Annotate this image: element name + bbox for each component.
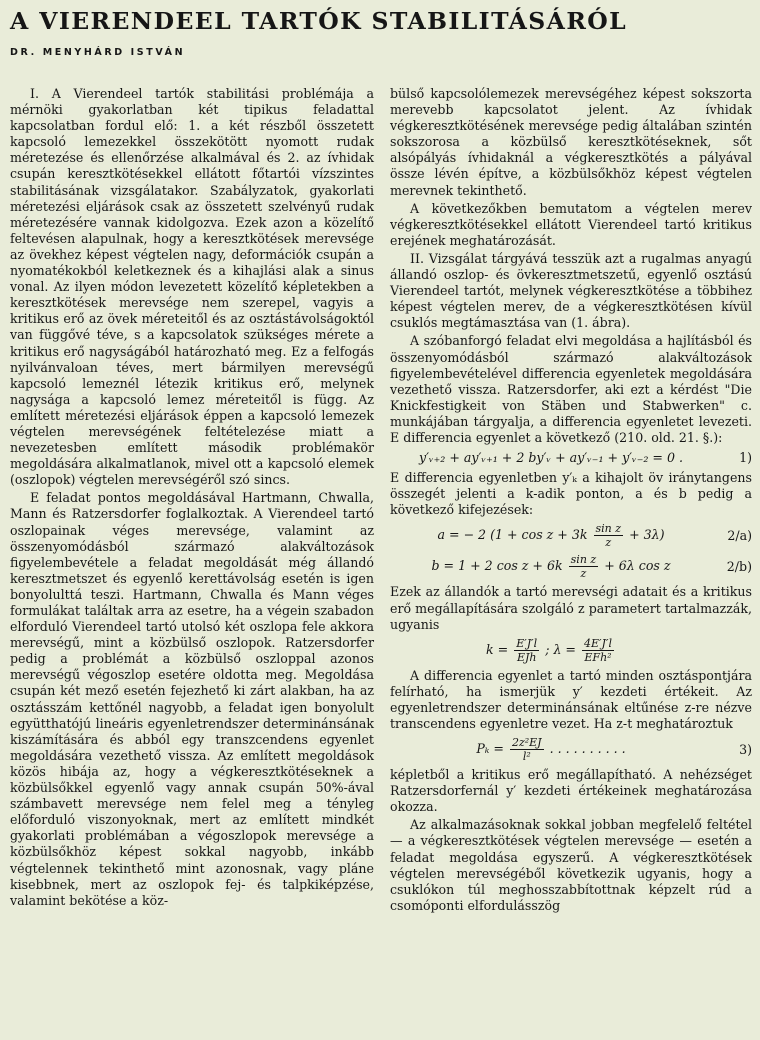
equation-part: Pₖ = — [476, 741, 504, 757]
fraction-denominator: z — [580, 567, 587, 581]
paragraph: II. Vizsgálat tárgyává tesszük azt a rugalmas anyagú állandó oszlop- és övkeresztmetszetű, egyenlő osztású Vierendeel tartót, melynek végkeresztkötése a többihez képest végtelen merev, de a végkeresztkötésen kívül csuklós megtámasztása van (1. ábra). — [390, 250, 752, 331]
paragraph: E feladat pontos megoldásával Hartmann, Chwalla, Mann és Ratzersdorfer foglalkoztak. A Vierendeel tartó oszlopainak véges merevsége, valamint az összenyomódásból származó alakváltozások figyelembevétele a feladat megoldását még állandó keresztmetszet és egyenlő kerettávolság esetén is igen bonyolulttá teszi. Hartmann, Chwalla és Mann véges formulákat találtak arra az esetre, ha a végein szabadon elforduló Vierendeel tartó utolsó két oszlopa fele akkora merevségű, mint a közbülső oszlopok. Ratzersdorfer pedig a problémát a közbülső oszloppal azonos merevségű végoszlop esetére oldotta meg. Megoldása csupán két mező esetén fejezhető ki zárt alakban, ha az osztásszám kettőnél nagyobb, a feladat igen bonyolult együtthatójú lineáris egyenletrendszer determinánsának kiszámítására és abból egy transzcendens egyenlet megoldására vezethető vissza. Az említett megoldások közös hibája az, hogy a végkeresztkötéseknek a közbülsőkkel egyenlő vagy annak csupán 50%-ával számbavett merevsége nem felel meg a tényleg előforduló viszonyoknak, mert az említett mindkét gyakorlati problémában a végoszlopok merevsége a közbülsőkhöz képest sokkal nagyobb, inkább végtelennek tekinthető mint azonosnak, vagy pláne kisebbnek, mert az oszlopok fej- és talpkiképzése, valamint bekötése a köz- — [10, 490, 374, 908]
article-author: DR. MENYHÁRD ISTVÁN — [10, 47, 186, 58]
article-title: A VIERENDEEL TARTÓK STABILITÁSÁRÓL — [10, 7, 628, 35]
equation-part: a = − 2 (1 + cos z + 3k — [437, 527, 588, 543]
equation-part: k = — [486, 641, 509, 657]
fraction-numerator: sin z — [595, 522, 622, 536]
equation-3: Pₖ = $\frac{\text{2z²EJ}}{\text{l²}}$ . . . . . . . . . . 3) — [476, 736, 752, 764]
paragraph: Az alkalmazásoknak sokkal jobban megfelelő feltétel — a végkeresztkötések végtelen merevsége — esetén a feladat megoldása egyszerű. A végkeresztkötések végtelen merevségéből következik ugyanis, hogy a csuklókon túl meghosszabbítottnak képzelt rúd a csomóponti elfordulásszög — [390, 817, 752, 913]
equation-number: 2/a) — [727, 527, 752, 543]
paragraph: E differencia egyenletben y′ₖ a kihajolt öv iránytangens összegét jelenti a k-adik ponton, a és b pedig a következő kifejezések: — [390, 470, 752, 518]
paragraph: bülső kapcsolólemezek merevségéhez képest sokszorta merevebb kapcsolatot jelent. Az ívhidak végkeresztkötésének merevsége pedig általában szintén sokszorosa a közbülső keresztkötéseknek, sőt alsópályás ívhidaknál a végkeresztkötés a pályával össze lévén építve, a közbülsőkhöz képest végtelen merevnek tekinthető. — [390, 86, 752, 198]
equation-number: 1) — [739, 450, 752, 466]
equation-number: 2/b) — [726, 558, 752, 574]
fraction — [594, 522, 624, 549]
fraction-denominator: EFh² — [584, 650, 612, 664]
equation-part: ; λ = — [545, 641, 576, 657]
equation-2b — [390, 553, 752, 580]
fraction — [514, 637, 539, 664]
equation-1 — [390, 450, 752, 466]
paragraph: A szóbanforgó feladat elvi megoldása a hajlításból és összenyomódásból származó alakváltozások figyelembevételével differencia egyenletek megoldására vezethető vissza. Ratzersdorfer, aki ezt a kérdést "Die Knickfestigkeit von Stäben und Stabwerken" c. munkájában tárgyalja, a differencia egyenletet levezeti. E differencia egyenlet a következő (210. old. 21. §.): — [390, 333, 752, 445]
left-column — [10, 86, 374, 909]
fraction — [510, 736, 544, 763]
body-columns — [10, 86, 750, 1040]
fraction-denominator: l² — [522, 750, 531, 764]
fraction — [582, 637, 614, 664]
fraction-numerator: E′J′l — [516, 636, 538, 650]
fraction-numerator: sin z — [570, 553, 597, 567]
equation-part: + 3λ) — [629, 527, 665, 543]
paragraph: I. A Vierendeel tartók stabilitási problémája a mérnöki gyakorlatban két tipikus feladattal kapcsolatban fordul elő: 1. a két részből összetett kapcsoló lemezekkel összekötött nyomott rudak méretezése és ellenőrzése alkalmával és 2. az ívhidak csupán keresztkötésekkel ellátott főtartói vízszintes stabilitásának vizsgálatakor. Szabályzatok, gyakorlati méretezési eljárások csak az összetett szelvényű rudak méretezésére vannak kidolgozva. Ezek azon a közelítő feltevésen alapulnak, hogy a keresztkötések merevsége az övekhez képest végtelen nagy, deformációk csupán a nyomatékokból keletkeznek és a kihajlási alak a sinus vonal. Az ilyen módon levezetett közelítő képletekben a keresztkötések merevsége nem szerepel, vagyis a kritikus erő az övek méreteitől és az osztástávolságoktól van függővé téve, s a kapcsolatok szükséges mérete a kritikus erő nagyságából határozható meg. Ez a felfogás nyilvánvaloan téves, mert bármilyen merevségű kapcsoló lemeznél létezik kritikus erő, melynek nagysága a kapcsoló lemez méreteitől is függ. Az említett méretezési eljárások éppen a kapcsoló lemezek végtelen merevségének feltételezése miatt a nevezetesben említett második problémakör megoldására alkalmatlanok, mivel ott a kapcsoló elemek (oszlopok) végtelen merevségéről szó sincs. — [10, 86, 374, 488]
fraction-denominator: z — [605, 536, 612, 550]
fraction — [569, 553, 599, 580]
fraction-denominator: EJh — [516, 650, 537, 664]
equation-body: y′ᵥ₊₂ + ay′ᵥ₊₁ + 2 by′ᵥ + ay′ᵥ₋₁ + y′ᵥ₋₂ = 0 . — [418, 450, 684, 466]
paragraph: Ezek az állandók a tartó merevségi adatait és a kritikus erő megállapítására szolgáló z parametert tartalmazzák, ugyanis — [390, 584, 752, 632]
right-column — [390, 86, 752, 914]
equation-part: + 6λ cos z — [604, 558, 671, 574]
paragraph: A következőkben bemutatom a végtelen merev végkeresztkötésekkel ellátott Vierendeel tartó kritikus erejének meghatározását. — [390, 200, 752, 248]
equation-2a — [390, 522, 752, 549]
equation-part: b = 1 + 2 cos z + 6k — [431, 558, 563, 574]
paragraph: képletből a kritikus erő megállapítható. A nehézséget Ratzersdorfernál y′ kezdeti értékeinek meghatározása okozza. — [390, 767, 752, 815]
equation-k-lambda — [390, 637, 752, 664]
fraction-numerator: 2z²EJ — [511, 736, 542, 750]
paragraph: A differencia egyenlet a tartó minden osztáspontjára felírható, ha ismerjük y′ kezdeti értékeit. Az egyenletrendszer determinánsának eltűnése z-re nézve transcendens egyenletre vezet. Ha z-t meghatároztuk — [390, 667, 752, 731]
equation-number: 3) — [739, 741, 752, 757]
fraction-numerator: 4E′J′l — [584, 636, 612, 650]
